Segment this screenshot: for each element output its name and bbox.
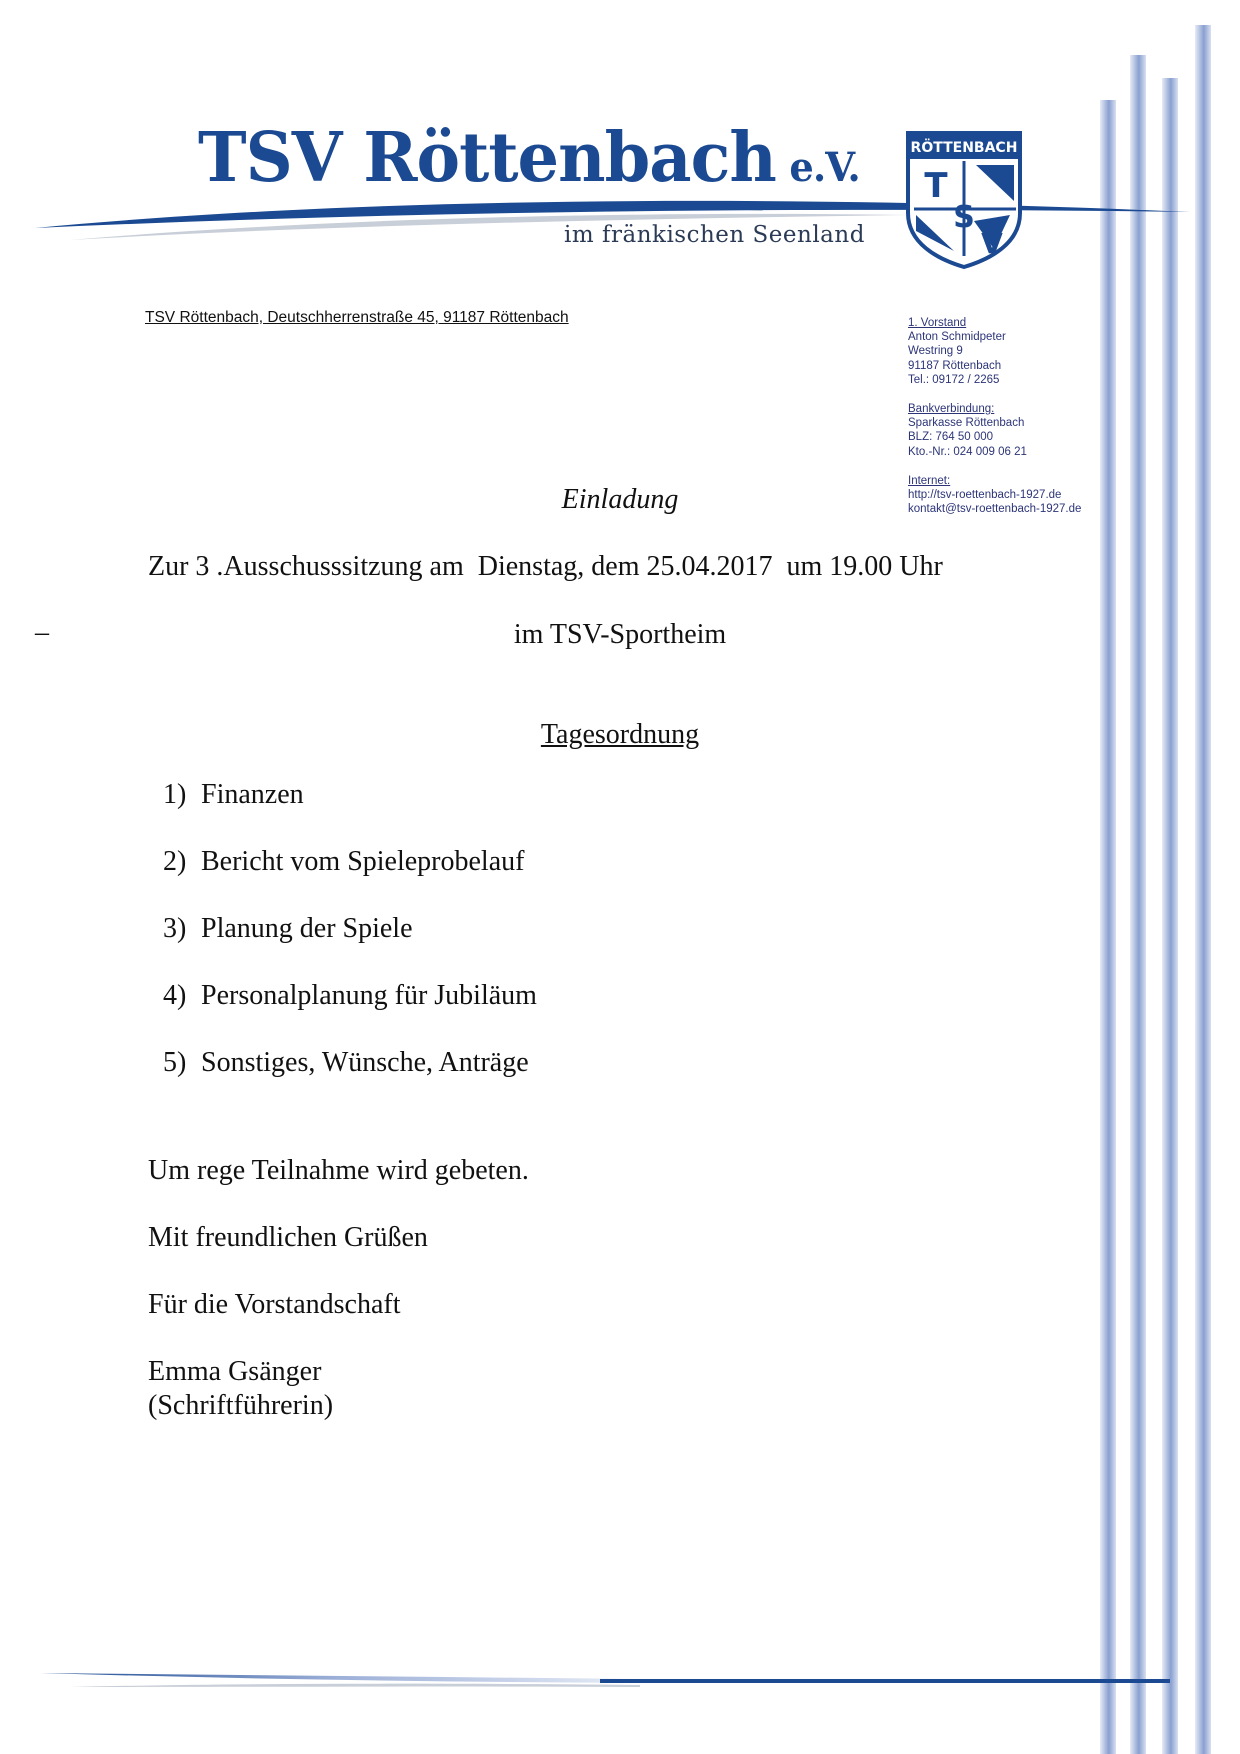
org-tagline: im fränkischen Seenland xyxy=(564,222,865,248)
email-link[interactable]: kontakt@tsv-roettenbach-1927.de xyxy=(908,503,1082,516)
agenda-item-number: 2) xyxy=(163,846,187,877)
crest-letter-v: V xyxy=(981,227,1003,260)
meeting-location: im TSV-Sportheim xyxy=(513,619,727,650)
chair-line: 91187 Röttenbach xyxy=(908,359,1002,372)
agenda-item xyxy=(163,779,304,811)
org-name-logo xyxy=(198,118,860,198)
agenda-item-text: Finanzen xyxy=(201,779,304,810)
org-name: TSV Röttenbach xyxy=(198,118,776,198)
agenda-heading: Tagesordnung xyxy=(540,719,700,750)
crest-label: RÖTTENBACH xyxy=(910,140,1018,156)
crest-letter-s: S xyxy=(953,200,975,235)
signer-role: (Schriftführerin) xyxy=(148,1390,334,1421)
chair-heading: 1. Vorstand xyxy=(908,317,967,329)
bank-heading: Bankverbindung: xyxy=(908,403,995,416)
closing-request: Um rege Teilnahme wird gebeten. xyxy=(148,1155,529,1186)
agenda-item xyxy=(163,980,537,1012)
website-link[interactable]: http://tsv-roettenbach-1927.de xyxy=(908,489,1062,502)
meeting-details: Zur 3 .Ausschusssitzung am Dienstag, dem 25.04.2017 um 19.00 Uhr xyxy=(148,551,943,582)
org-suffix: e.V. xyxy=(789,144,860,191)
footer-swoosh xyxy=(40,1665,1170,1695)
signer-name: Emma Gsänger xyxy=(148,1356,322,1387)
chair-line: Anton Schmidpeter xyxy=(908,331,1006,344)
margin-dash: – xyxy=(35,617,49,648)
on-behalf-line: Für die Vorstandschaft xyxy=(148,1289,401,1320)
chair-line: Tel.: 09172 / 2265 xyxy=(908,373,1000,386)
agenda-item-text: Personalplanung für Jubiläum xyxy=(201,980,537,1011)
letter-title: Einladung xyxy=(561,484,679,515)
bank-line: Sparkasse Röttenbach xyxy=(908,417,1025,430)
agenda-item-number: 3) xyxy=(163,913,187,944)
club-crest-icon xyxy=(906,131,1022,269)
internet-heading: Internet: xyxy=(908,474,951,487)
agenda-item xyxy=(163,846,524,878)
agenda-item xyxy=(163,913,413,945)
agenda-item xyxy=(163,1047,529,1079)
agenda-item-text: Sonstiges, Wünsche, Anträge xyxy=(201,1047,529,1078)
bank-line: BLZ: 764 50 000 xyxy=(908,431,994,444)
crest-letter-t: T xyxy=(924,166,948,206)
agenda-item-text: Bericht vom Spieleprobelauf xyxy=(201,846,525,877)
agenda-item-text: Planung der Spiele xyxy=(201,913,413,944)
bank-line: Kto.-Nr.: 024 009 06 21 xyxy=(908,445,1027,458)
sender-address-line: TSV Röttenbach, Deutschherrenstraße 45, 91187 Röttenbach xyxy=(145,309,569,326)
greeting: Mit freundlichen Grüßen xyxy=(148,1222,428,1253)
agenda-item-number: 4) xyxy=(163,980,187,1011)
agenda-item-number: 1) xyxy=(163,779,187,810)
chair-line: Westring 9 xyxy=(908,345,963,358)
agenda-item-number: 5) xyxy=(163,1047,187,1078)
